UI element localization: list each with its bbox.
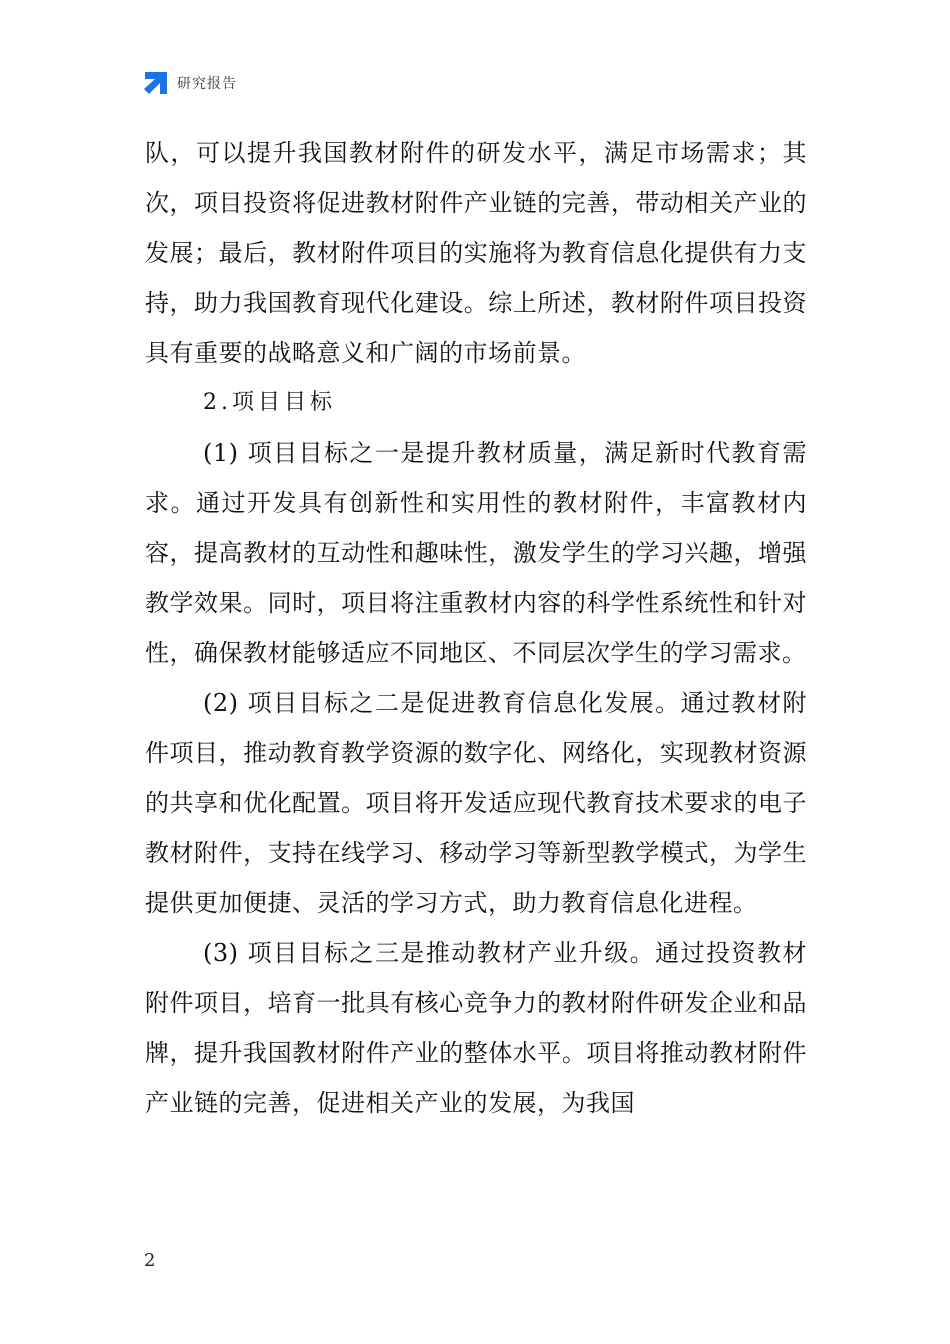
page-number: 2 (144, 1250, 156, 1271)
goal-paragraph-1: (1) 项目目标之一是提升教材质量，满足新时代教育需求。通过开发具有创新性和实用性的教材附件，丰富教材内容，提高教材的互动性和趣味性，激发学生的学习兴趣，增强教学效果。同时，项目将注重教材内容的科学性系统性和针对性，确保教材能够适应不同地区、不同层次学生的学习需求。 (145, 439, 807, 667)
document-body (145, 128, 807, 1128)
continued-paragraph: 队，可以提升我国教材附件的研发水平，满足市场需求；其次，项目投资将促进教材附件产业链的完善，带动相关产业的发展；最后，教材附件项目的实施将为教育信息化提供有力支持，助力我国教育现代化建设。综上所述，教材附件项目投资具有重要的战略意义和广阔的市场前景。 (145, 139, 807, 367)
section-heading: 2.项目目标 (203, 390, 336, 415)
arrow-up-right-icon (143, 70, 169, 96)
goal-paragraph-3: (3) 项目目标之三是推动教材产业升级。通过投资教材附件项目，培育一批具有核心竞争力的教材附件研发企业和品牌，提升我国教材附件产业的整体水平。项目将推动教材附件产业链的完善，促进相关产业的发展，为我国 (145, 939, 807, 1117)
page-header (143, 70, 237, 96)
goal-paragraph-2: (2) 项目目标之二是促进教育信息化发展。通过教材附件项目，推动教育教学资源的数字化、网络化，实现教材资源的共享和优化配置。项目将开发适应现代教育技术要求的电子教材附件，支持在线学习、移动学习等新型教学模式，为学生提供更加便捷、灵活的学习方式，助力教育信息化进程。 (145, 689, 807, 917)
report-label: 研究报告 (177, 76, 237, 92)
